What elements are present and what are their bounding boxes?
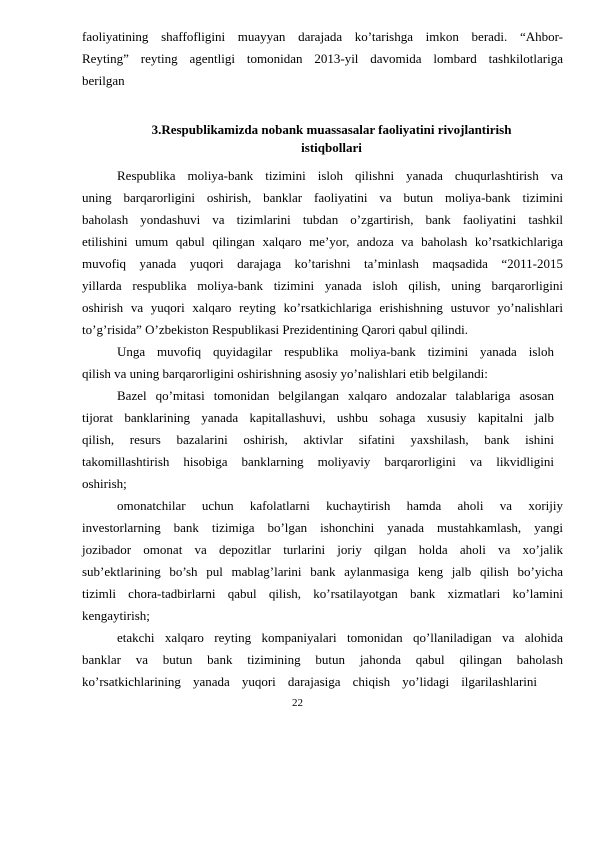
paragraph-line: kengaytirish; (82, 608, 150, 623)
paragraph-line: uning barqarorligini oshirish, banklar faoliyatini va butun moliya-bank tizimini (82, 190, 563, 205)
paragraph-line: sub’ektlarining bo’sh pul mablag’larini bank aylanmasiga keng jalb qilish bo’yicha (82, 564, 563, 579)
paragraph-line: tizimli chora-tadbirlarni qabul qilish, ko’rsatilayotgan bank xizmatlari ko’lamini (82, 586, 563, 601)
intro-line: faoliyatining shaffofligini muayyan darajada ko’tarishga imkon beradi. “Ahbor- (82, 29, 563, 44)
paragraph-line: oshirish; (82, 476, 127, 491)
intro-line: berilgan (82, 73, 125, 88)
paragraph-line: banklar va butun bank tizimining butun jahonda qabul qilingan baholash (82, 652, 563, 667)
paragraph-line: omonatchilar uchun kafolatlarni kuchaytirish hamda aholi va xorijiy (117, 498, 563, 513)
paragraph-line: yillarda respublika moliya-bank tizimini yanada isloh qilish, uning barqarorligini (82, 278, 563, 293)
paragraph-line: to’g’risida” O’zbekiston Respublikasi Prezidentining Qarori qabul qilindi. (82, 322, 468, 337)
paragraph-line: muvofiq yanada yuqori darajaga ko’tarishni ta’minlash maqsadida “2011-2015 (82, 256, 563, 271)
paragraph-line: takomillashtirish hisobiga banklarning moliyaviy barqarorligini va likvidligini (82, 454, 554, 469)
paragraph-line: qilish, resurs bazalarini oshirish, aktivlar sifatini yaxshilash, bank ishini (82, 432, 554, 447)
paragraph-line: tijorat banklarining yanada kapitallashuvi, ushbu sohaga xususiy kapitalni jalb (82, 410, 554, 425)
paragraph-line: etilishini umum qabul qilingan xalqaro me’yor, andoza va baholash ko’rsatkichlariga (82, 234, 563, 249)
paragraph-line: Bazel qo’mitasi tomonidan belgilangan xalqaro andozalar talablariga asosan (117, 388, 554, 403)
paragraph-line: Unga muvofiq quyidagilar respublika moliya-bank tizimini yanada isloh (117, 344, 554, 359)
page-number: 22 (292, 697, 303, 709)
paragraph-line: etakchi xalqaro reyting kompaniyalari tomonidan qo’llaniladigan va alohida (117, 630, 563, 645)
section-title: 3.Respublikamizda nobank muassasalar faoliyatini rivojlantirish (151, 122, 512, 137)
paragraph-line: Respublika moliya-bank tizimini isloh qilishni yanada chuqurlashtirish va (117, 168, 563, 183)
intro-line: Reyting” reyting agentligi tomonidan 2013-yil davomida lombard tashkilotlariga (82, 51, 563, 66)
paragraph-line: jozibador omonat va depozitlar turlarini joriy qilgan holda aholi va xo’jalik (82, 542, 563, 557)
paragraph-line: ko’rsatkichlarining yanada yuqori darajasiga chiqish yo’lidagi ilgarilashlarini (82, 674, 537, 689)
section-title: istiqbollari (301, 140, 362, 155)
paragraph-line: baholash yondashuvi va tizimlarini tubdan o’zgartirish, bank faoliyatini tashkil (82, 212, 563, 227)
paragraph-line: qilish va uning barqarorligini oshirishning asosiy yo’nalishlari etib belgilandi: (82, 366, 488, 381)
paragraph-line: investorlarning bank tizimiga bo’lgan ishonchini yanada mustahkamlash, yangi (82, 520, 563, 535)
paragraph-line: oshirish va yuqori xalqaro reyting ko’rsatkichlariga erishishning ustuvor yo’nalishlari (82, 300, 563, 315)
